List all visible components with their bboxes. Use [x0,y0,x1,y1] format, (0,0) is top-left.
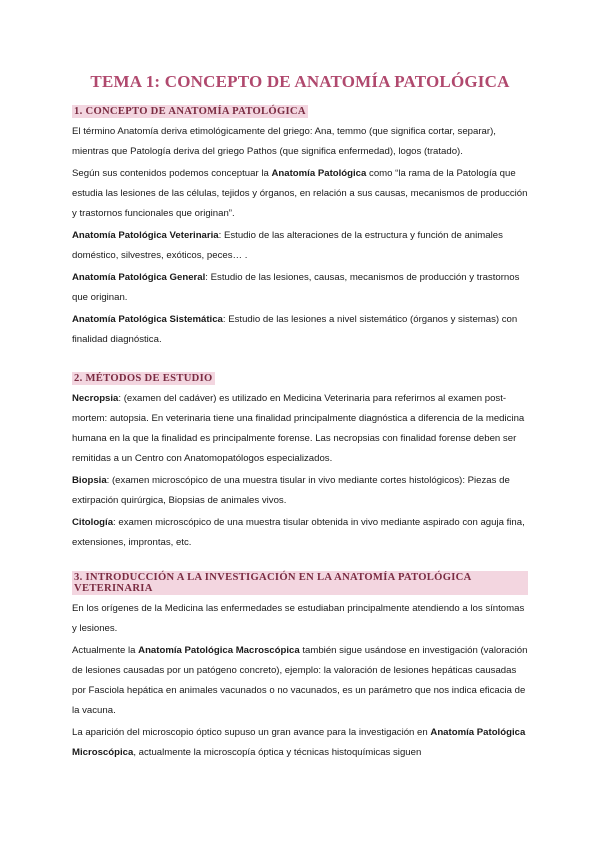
paragraph-veterinaria [72,226,528,266]
text-run: La aparición del microscopio óptico supuso un gran avance para la investigación en [72,727,431,738]
text-run: como “la rama de la Patología que estudia las lesiones de las células, tejidos y órganos, en relación a sus causas, mecanismos de producción y trastornos funcionales que originan”. [72,168,528,219]
section-heading-concepto: 1. CONCEPTO DE ANATOMÍA PATOLÓGICA [74,106,306,117]
section-spacer [72,352,528,368]
text-run: también sigue usándose en investigación (valoración de lesiones causadas por un patógeno concreto), ejemplo: la valoración de lesiones hepáticas causadas por Fasciola hepática en animales vacunados o no vacunados, es un parámetro que nos indica eficacia de la vacuna. [72,645,528,716]
text-run: : examen microscópico de una muestra tisular obtenida in vivo mediante aspirado con aguja fina, extensiones, improntas, etc. [72,517,525,548]
bold-term: Anatomía Patológica Macroscópica [138,645,300,656]
section-heading-investigacion: 3. INTRODUCCIÓN A LA INVESTIGACIÓN EN LA ANATOMÍA PATOLÓGICA VETERINARIA [72,571,528,595]
text-run: : Estudio de las lesiones a nivel sistemático (órganos y sistemas) con finalidad diagnóstica. [72,314,518,345]
paragraph-citologia [72,513,528,553]
text-run: : (examen del cadáver) es utilizado en Medicina Veterinaria para referirnos al examen post-mortem: autopsia. En veterinaria tiene una finalidad principalmente diagnóstica a diferencia de la medicina humana en la que la finalidad es principalmente forense. Las necropsias con finalidad forense deben ser remitidas a un Centro con Anatomopatólogos especializados. [72,393,525,464]
bold-term: Anatomía Patológica Microscópica [72,727,526,758]
text-run: : Estudio de las alteraciones de la estructura y función de animales doméstico, silvestres, exóticos, peces… . [72,230,503,261]
paragraph-etimologia: El término Anatomía deriva etimológicamente del griego: Ana, temmo (que significa cortar, separar), mientras que Patología deriva del griego Pathos (que significa enfermedad), logos (tratado). [72,126,496,157]
paragraph-macroscopica [72,641,528,721]
bold-term: Anatomía Patológica Veterinaria [72,230,219,241]
text-run: , actualmente la microscopía óptica y técnicas histoquímicas siguen [133,747,422,758]
paragraph-definicion [72,164,528,224]
bold-term: Anatomía Patológica Sistemática [72,314,223,325]
section-spacer [72,555,528,571]
paragraph-biopsia [72,471,528,511]
bold-term: Biopsia [72,475,107,486]
text-run: : (examen microscópico de una muestra tisular in vivo mediante cortes histológicos): Piezas de extirpación quirúrgica, Biopsias de animales vivos. [72,475,510,506]
bold-term: Anatomía Patológica General [72,272,206,283]
paragraph-origenes: En los orígenes de la Medicina las enfermedades se estudiaban principalmente atendiendo a los síntomas y lesiones. [72,603,525,634]
bold-term: Necropsia [72,393,119,404]
paragraph-necropsia [72,389,528,469]
page-title: TEMA 1: CONCEPTO DE ANATOMÍA PATOLÓGICA [90,72,510,91]
paragraph-general [72,268,528,308]
section-heading-metodos: 2. MÉTODOS DE ESTUDIO [74,373,213,384]
bold-term: Anatomía Patológica [271,168,367,179]
text-run: Según sus contenidos podemos conceptuar la [72,168,272,179]
text-run: : Estudio de las lesiones, causas, mecanismos de producción y trastornos que originan. [72,272,520,303]
paragraph-sistematica [72,310,528,350]
bold-term: Citología [72,517,114,528]
text-run: Actualmente la [72,645,139,656]
paragraph-microscopica [72,723,528,763]
